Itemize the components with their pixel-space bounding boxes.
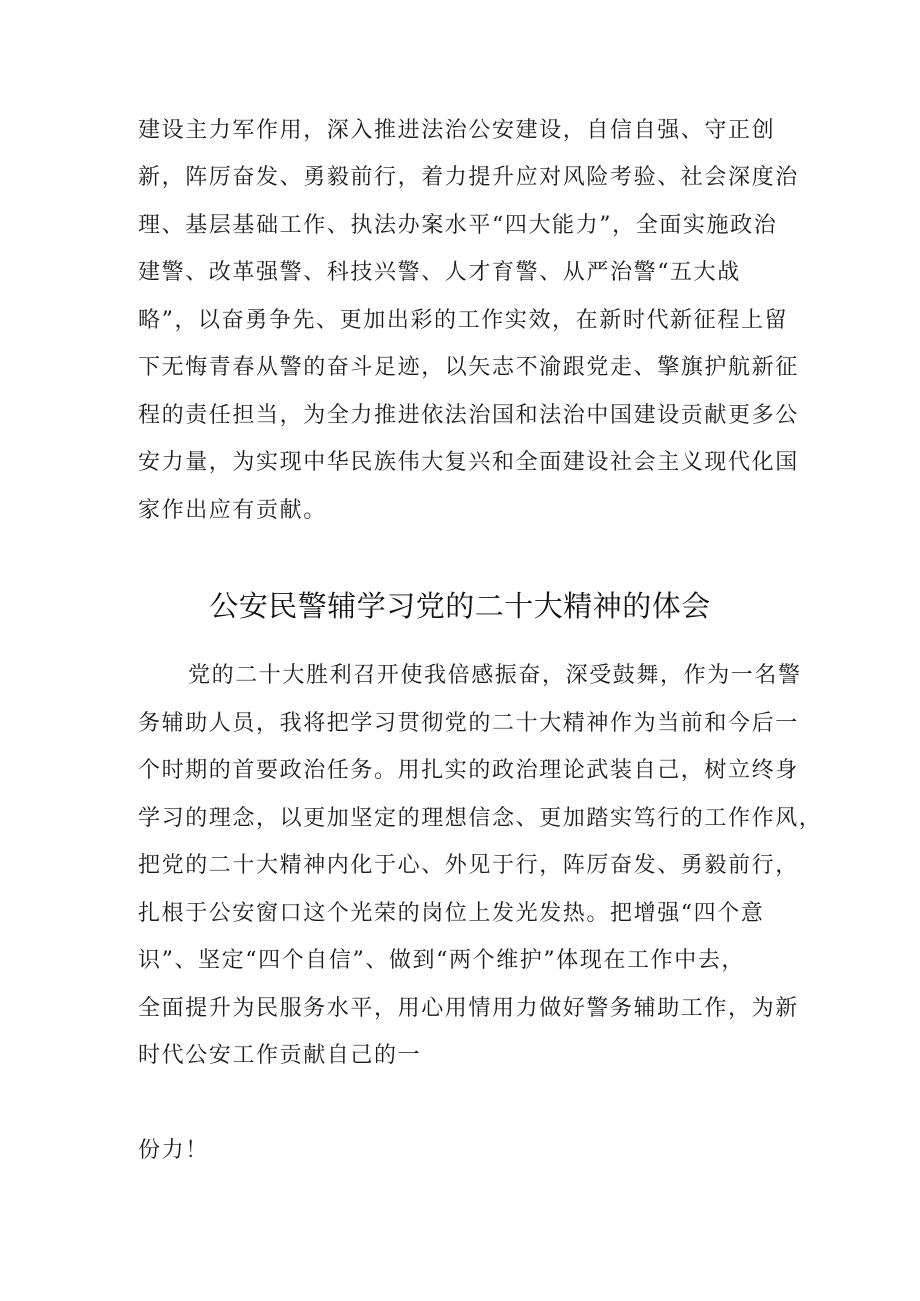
paragraph-line: 安力量，为实现中华民族伟大复兴和全面建设社会主义现代化国 <box>138 450 799 475</box>
paragraph-line: 党的二十大胜利召开使我倍感振奋，深受鼓舞，作为一名警 <box>188 663 802 688</box>
paragraph-line: 务辅助人员，我将把学习贯彻党的二十大精神作为当前和今后一 <box>138 711 799 736</box>
paragraph-line: 建设主力军作用，深入推进法治公安建设，自信自强、守正创 <box>138 118 776 143</box>
paragraph-line: 下无悔青春从警的奋斗足迹，以矢志不渝跟党走、擎旗护航新征 <box>138 355 799 380</box>
paragraph-line: 把党的二十大精神内化于心、外见于行，阵厉奋发、勇毅前行， <box>138 853 799 878</box>
paragraph-line: 全面提升为民服务水平，用心用情用力做好警务辅助工作，为新 <box>138 996 799 1021</box>
paragraph-line: 家作出应有贡献。 <box>138 498 327 523</box>
paragraph-line: 个时期的首要政治任务。用扎实的政治理论武装自己，树立终身 <box>138 758 799 783</box>
paragraph-line: 学习的理念，以更加坚定的理想信念、更加踏实笃行的工作作风， <box>138 806 823 831</box>
paragraph-line: 识”、坚定“四个自信”、做到“两个维护”体现在工作中去， <box>138 948 746 973</box>
paragraph-line: 份力！ <box>138 1138 209 1163</box>
article-title: 公安民警辅学习党的二十大精神的体会 <box>209 589 711 623</box>
paragraph-line: 建警、改革强警、科技兴警、人才育警、从严治警“五大战 <box>138 260 741 285</box>
paragraph-line: 新，阵厉奋发、勇毅前行，着力提升应对风险考验、社会深度治 <box>138 165 799 190</box>
paragraph-line: 时代公安工作贡献自己的一 <box>138 1043 422 1068</box>
paragraph-line: 略”，以奋勇争先、更加出彩的工作实效，在新时代新征程上留 <box>138 308 789 333</box>
paragraph-line: 理、基层基础工作、执法办案水平“四大能力”，全面实施政治 <box>138 213 778 238</box>
paragraph-line: 扎根于公安窗口这个光荣的岗位上发光发热。把增强“四个意 <box>138 901 765 926</box>
paragraph-line: 程的责任担当，为全力推进依法治国和法治中国建设贡献更多公 <box>138 403 799 428</box>
